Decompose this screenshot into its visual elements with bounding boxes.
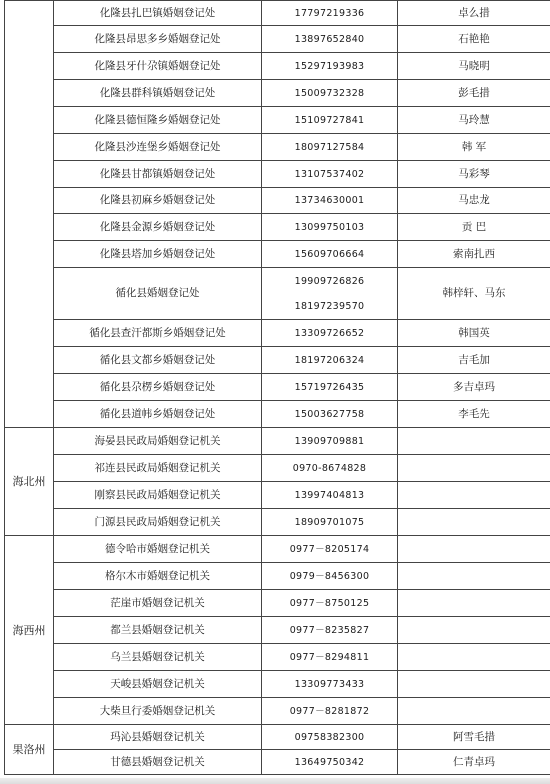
office-name-cell: 门源县民政局婚姻登记机关 <box>54 509 262 536</box>
contact-person-cell: 贡 巴 <box>398 214 550 241</box>
phone-number: 13997404813 <box>294 489 365 501</box>
phone-number: 0977－8235827 <box>289 624 370 636</box>
office-name-cell: 化隆县昂思多乡婚姻登记处 <box>54 26 262 53</box>
phone-number: 15109727841 <box>294 114 365 126</box>
contact-person-cell: 吉毛加 <box>398 347 550 374</box>
table-row <box>5 107 550 134</box>
phone-cell <box>262 482 398 509</box>
phone-cell <box>262 536 398 563</box>
table-row <box>5 671 550 698</box>
phone-cell <box>262 134 398 161</box>
office-name-cell: 化隆县群科镇婚姻登记处 <box>54 80 262 107</box>
office-name-cell: 天峻县婚姻登记机关 <box>54 671 262 698</box>
table-row <box>5 374 550 401</box>
office-name-cell: 德令哈市婚姻登记机关 <box>54 536 262 563</box>
table-row <box>5 53 550 80</box>
contact-person-cell: 马晓明 <box>398 53 550 80</box>
table-row <box>5 161 550 188</box>
table-row <box>5 320 550 347</box>
phone-cell <box>262 617 398 644</box>
phone-number: 0979－8456300 <box>289 570 370 582</box>
phone-cell <box>262 590 398 617</box>
office-name-cell: 循化县婚姻登记处 <box>54 268 262 320</box>
phone-number: 0977－8750125 <box>289 597 370 609</box>
phone-cell <box>262 161 398 188</box>
phone-cell <box>262 698 398 725</box>
contact-person-cell <box>398 536 550 563</box>
table-row <box>5 750 550 775</box>
office-name-cell: 刚察县民政局婚姻登记机关 <box>54 482 262 509</box>
phone-cell <box>262 320 398 347</box>
contact-person-cell: 韩国英 <box>398 320 550 347</box>
phone-cell <box>262 455 398 482</box>
contact-person-cell <box>398 617 550 644</box>
phone-number: 13099750103 <box>294 221 365 233</box>
table-row <box>5 644 550 671</box>
office-name-cell: 祁连县民政局婚姻登记机关 <box>54 455 262 482</box>
phone-number: 0970-8674828 <box>292 462 367 474</box>
table-row <box>5 401 550 428</box>
contact-person-cell: 李毛先 <box>398 401 550 428</box>
office-name-cell: 茫崖市婚姻登记机关 <box>54 590 262 617</box>
phone-cell <box>262 241 398 268</box>
table-row <box>5 188 550 214</box>
table-row <box>5 455 550 482</box>
region-cell: 海西州 <box>5 536 54 725</box>
region-cell: 海北州 <box>5 428 54 536</box>
phone-number: 15297193983 <box>294 60 365 72</box>
contact-person-cell: 韩梓轩、马东 <box>398 268 550 320</box>
phone-cell <box>262 107 398 134</box>
phone-number: 13734630001 <box>294 195 365 206</box>
contact-person-cell: 索南扎西 <box>398 241 550 268</box>
region-cell: 果洛州 <box>5 725 54 775</box>
phone-number: 18197206324 <box>294 354 365 366</box>
office-name-cell: 循化县道帏乡婚姻登记处 <box>54 401 262 428</box>
table-row <box>5 725 550 750</box>
phone-cell <box>262 401 398 428</box>
office-name-cell: 化隆县德恒隆乡婚姻登记处 <box>54 107 262 134</box>
phone-cell <box>262 374 398 401</box>
table-row <box>5 698 550 725</box>
phone-number: 0977－8281872 <box>289 705 370 717</box>
contact-person-cell <box>398 590 550 617</box>
phone-number: 18909701075 <box>294 516 365 528</box>
phone-cell <box>262 268 398 320</box>
office-name-cell: 都兰县婚姻登记机关 <box>54 617 262 644</box>
office-name-cell: 化隆县塔加乡婚姻登记处 <box>54 241 262 268</box>
office-name-cell: 循化县查汗都斯乡婚姻登记处 <box>54 320 262 347</box>
table-row <box>5 26 550 53</box>
phone-number: 19909726826 <box>294 275 365 287</box>
contact-person-cell: 仁青卓玛 <box>398 750 550 775</box>
phone-number: 15009732328 <box>294 87 365 99</box>
office-name-cell: 化隆县扎巴镇婚姻登记处 <box>54 1 262 26</box>
office-name-cell: 化隆县牙什尕镇婚姻登记处 <box>54 53 262 80</box>
contact-person-cell <box>398 671 550 698</box>
phone-number: 13897652840 <box>294 33 365 45</box>
office-name-cell: 大柴旦行委婚姻登记机关 <box>54 698 262 725</box>
table-row <box>5 214 550 241</box>
phone-number: 13649750342 <box>294 756 365 768</box>
phone-number: 13909709881 <box>294 435 365 447</box>
phone-number: 15719726435 <box>294 381 365 393</box>
office-name-cell: 化隆县沙连堡乡婚姻登记处 <box>54 134 262 161</box>
table-row <box>5 563 550 590</box>
phone-number: 0977－8294811 <box>289 651 370 663</box>
contact-person-cell <box>398 509 550 536</box>
marriage-registry-table <box>4 0 550 775</box>
contact-person-cell: 卓么措 <box>398 1 550 26</box>
table-body <box>5 1 550 775</box>
phone-number: 15003627758 <box>294 408 365 420</box>
contact-person-cell: 马玲慧 <box>398 107 550 134</box>
phone-number: 17797219336 <box>294 7 365 19</box>
table-row <box>5 590 550 617</box>
contact-person-cell <box>398 698 550 725</box>
contact-person-cell: 马忠龙 <box>398 188 550 214</box>
office-name-cell: 玛沁县婚姻登记机关 <box>54 725 262 750</box>
contact-person-cell: 阿雪毛措 <box>398 725 550 750</box>
phone-cell <box>262 671 398 698</box>
table-row <box>5 536 550 563</box>
office-name-cell: 甘德县婚姻登记机关 <box>54 750 262 775</box>
table-row <box>5 134 550 161</box>
phone-number: 15609706664 <box>294 248 365 260</box>
office-name-cell: 海晏县民政局婚姻登记机关 <box>54 428 262 455</box>
table-row <box>5 509 550 536</box>
phone-cell <box>262 428 398 455</box>
phone-number: 18197239570 <box>294 300 365 312</box>
contact-person-cell: 彭毛措 <box>398 80 550 107</box>
contact-person-cell: 马彩琴 <box>398 161 550 188</box>
phone-number: 18097127584 <box>294 141 365 153</box>
phone-number: 09758382300 <box>294 731 365 743</box>
contact-person-cell <box>398 455 550 482</box>
contact-person-cell: 韩 军 <box>398 134 550 161</box>
table-row <box>5 617 550 644</box>
phone-cell <box>262 53 398 80</box>
contact-person-cell <box>398 563 550 590</box>
contact-person-cell: 多吉卓玛 <box>398 374 550 401</box>
phone-cell <box>262 188 398 214</box>
office-name-cell: 乌兰县婚姻登记机关 <box>54 644 262 671</box>
phone-number: 13309773433 <box>294 678 365 690</box>
table-row <box>5 1 550 26</box>
phone-cell <box>262 725 398 750</box>
office-name-cell: 循化县文都乡婚姻登记处 <box>54 347 262 374</box>
office-name-cell: 循化县尕楞乡婚姻登记处 <box>54 374 262 401</box>
phone-cell <box>262 1 398 26</box>
table-row <box>5 428 550 455</box>
phone-cell <box>262 644 398 671</box>
contact-person-cell <box>398 428 550 455</box>
phone-cell <box>262 509 398 536</box>
office-name-cell: 化隆县金源乡婚姻登记处 <box>54 214 262 241</box>
phone-cell <box>262 26 398 53</box>
phone-cell <box>262 347 398 374</box>
contact-person-cell: 石艳艳 <box>398 26 550 53</box>
table-row <box>5 268 550 320</box>
office-name-cell: 格尔木市婚姻登记机关 <box>54 563 262 590</box>
table-row <box>5 80 550 107</box>
office-name-cell: 化隆县甘都镇婚姻登记处 <box>54 161 262 188</box>
phone-cell <box>262 750 398 775</box>
contact-person-cell <box>398 644 550 671</box>
phone-number: 13107537402 <box>294 168 365 180</box>
table-row <box>5 482 550 509</box>
table-row <box>5 347 550 374</box>
phone-cell <box>262 80 398 107</box>
office-name-cell: 化隆县初麻乡婚姻登记处 <box>54 188 262 214</box>
contact-person-cell <box>398 482 550 509</box>
phone-cell <box>262 563 398 590</box>
phone-number: 13309726652 <box>294 327 365 339</box>
phone-number: 0977－8205174 <box>289 543 370 555</box>
table-row <box>5 241 550 268</box>
phone-cell <box>262 214 398 241</box>
page-bottom-edge <box>0 778 550 784</box>
region-cell <box>5 1 54 428</box>
